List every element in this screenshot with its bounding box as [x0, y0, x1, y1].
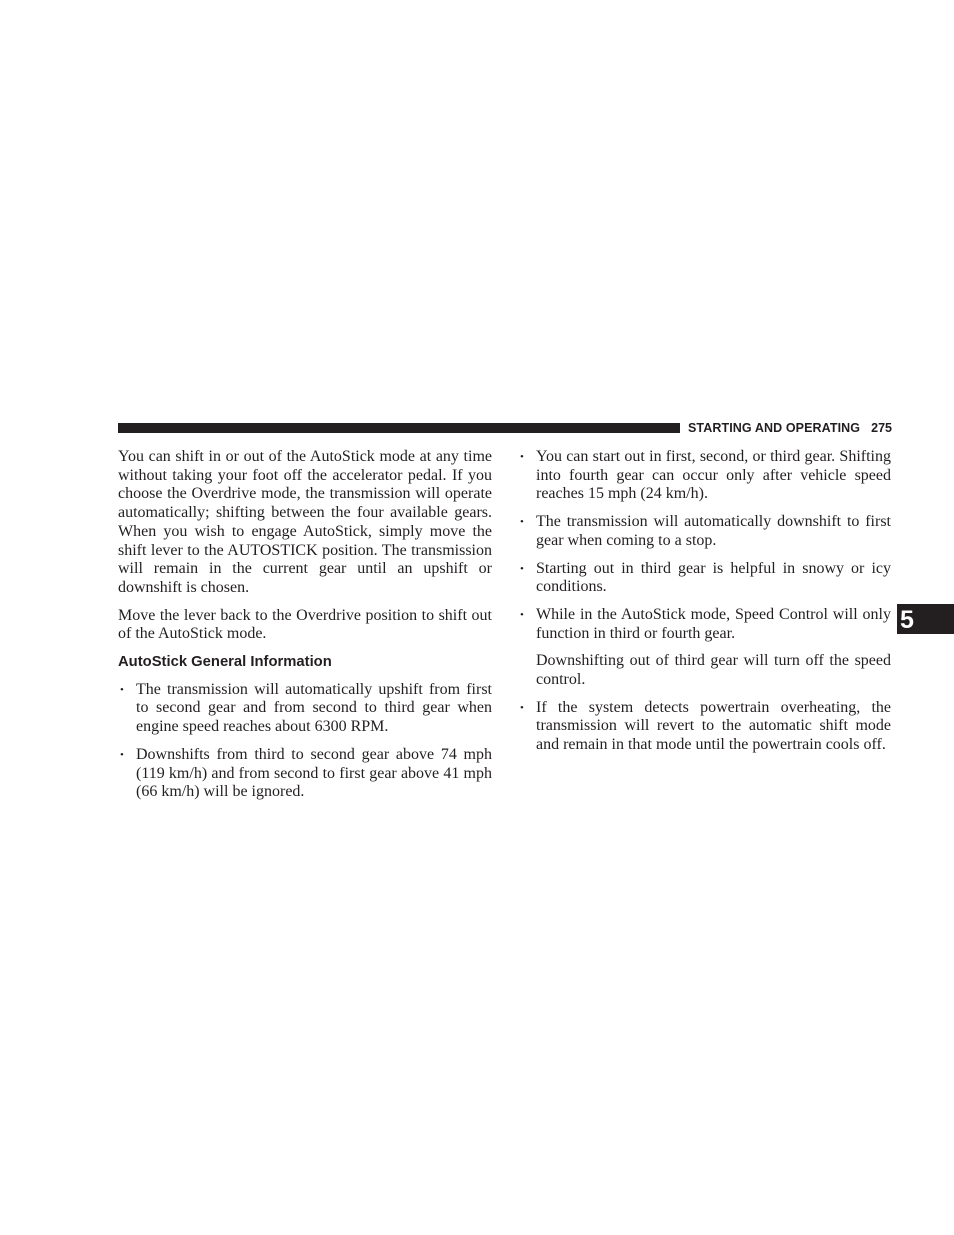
- left-column: [118, 448, 492, 811]
- list-item: [518, 699, 891, 755]
- list-item-text: You can start out in first, second, or third gear. Shifting into fourth gear can occur only after vehicle speed reaches 15 mph (24 km/h).: [536, 448, 891, 503]
- bullet-icon: •: [520, 451, 524, 463]
- list-item: [518, 560, 891, 597]
- list-item: [518, 513, 891, 550]
- section-heading: AutoStick General Information: [118, 654, 332, 671]
- right-column: [518, 448, 891, 764]
- running-header: [688, 420, 892, 436]
- speed-control-note: Downshifting out of third gear will turn off the speed control.: [536, 652, 891, 689]
- intro-paragraph: You can shift in or out of the AutoStick mode at any time without taking your foot off the accelerator pedal. If you choose the Overdrive mode, the transmission will operate automatically; shifting between the four available gears. When you wish to engage AutoStick, simply move the shift lever to the AUTOSTICK position. The transmission will remain in the current gear until an upshift or downshift is chosen.: [118, 448, 492, 596]
- bullet-icon: •: [120, 683, 124, 696]
- list-item-text: While in the AutoStick mode, Speed Control will only function in third or fourth gear.: [536, 605, 891, 642]
- list-item-text: If the system detects powertrain overheating, the transmission will revert to the automatic shift mode and remain in that mode until the powertrain cools off.: [536, 698, 891, 754]
- list-item: [118, 681, 492, 737]
- bullet-list-right-2: [518, 699, 891, 755]
- bullet-icon: •: [520, 562, 524, 575]
- bullet-icon: •: [520, 608, 524, 621]
- section-title: STARTING AND OPERATING: [688, 421, 861, 435]
- bullet-icon: •: [120, 748, 124, 761]
- list-item: [518, 448, 891, 504]
- overdrive-paragraph: Move the lever back to the Overdrive position to shift out of the AutoStick mode.: [118, 606, 492, 643]
- bullet-list-left: [118, 681, 492, 802]
- list-item-text: The transmission will automatically upshift from first to second gear and from second to third gear when engine speed reaches about 6300 RPM.: [136, 680, 492, 736]
- page-number: 275: [871, 421, 892, 435]
- list-item-text: Starting out in third gear is helpful in snowy or icy conditions.: [536, 559, 891, 596]
- list-item-text: The transmission will automatically downshift to first gear when coming to a stop.: [536, 513, 891, 549]
- header-rule: [118, 423, 680, 433]
- list-item: [118, 746, 492, 802]
- bullet-list-right: [518, 448, 891, 643]
- chapter-number: 5: [900, 606, 914, 634]
- list-item-text: Downshifts from third to second gear above 74 mph (119 km/h) and from second to first gear above 41 mph (66 km/h) will be ignored.: [136, 745, 492, 801]
- bullet-icon: •: [520, 516, 524, 529]
- bullet-icon: •: [520, 701, 524, 714]
- chapter-tab: [897, 604, 954, 634]
- list-item: [518, 606, 891, 643]
